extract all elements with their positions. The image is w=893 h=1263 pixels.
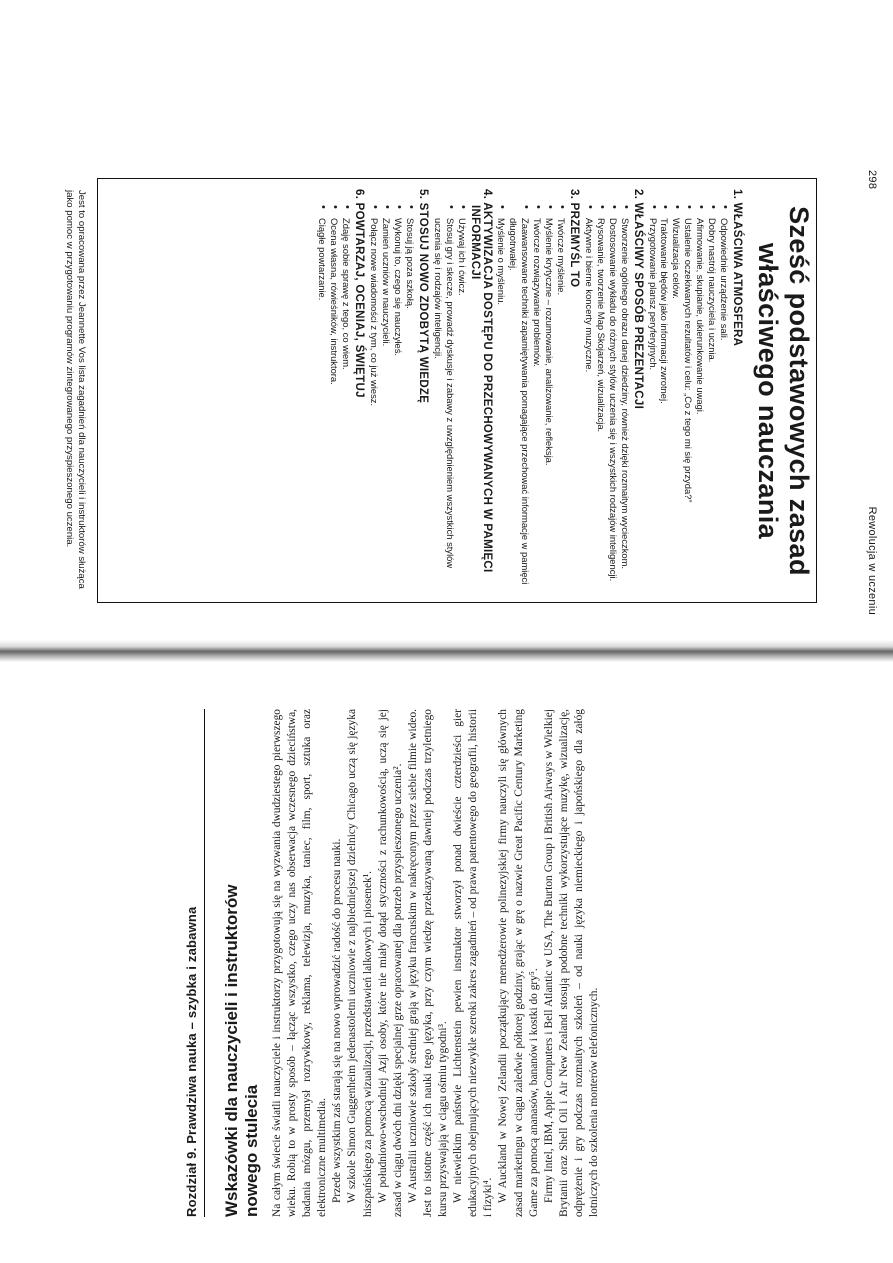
section-title: 1. WŁAŚCIWA ATMOSFERA bbox=[731, 189, 743, 347]
paragraph: W Auckland w Nowej Zelandii początkujący menedżerowie polinezyjskiej firmy nauczyli się głównych zasad marketingu w ciągu zaledwie półtorej godziny, grając w grę o nazwie Great Pacific Century Marketing Game za pomocą ananasów, bananów i kostki do gry⁵. bbox=[497, 709, 540, 1217]
section-title: 6. POWTARZAJ, OCENIAJ, ŚWIĘTUJ bbox=[353, 189, 366, 398]
section-items bbox=[368, 189, 416, 594]
list-item: • Zaawansowane techniki zapamiętywania pomagające przechować informacje w pamięci długotrwałej. bbox=[508, 205, 532, 594]
section-title: 3. PRZEMYŚL TO bbox=[568, 189, 581, 288]
book-spine-shadow bbox=[0, 640, 893, 662]
paragraph: Firmy Intel, IBM, Apple Computers i Bell Atlantic w USA, The Burton Group i British Airways w Wielkiej Brytanii oraz Shell Oil i Air New Zealand stosują podobne techniki wykorzystujące muzykę, wizualizację, odprężenie i gry podczas rozmaitych szkoleń – od nauki języka niemieckiego i japońskiego dla załóg lotniczych do szkolenia monterów telefonicznych. bbox=[542, 709, 600, 1217]
bottom-page bbox=[0, 660, 893, 1263]
page-header bbox=[866, 170, 878, 615]
principles-box bbox=[97, 178, 817, 603]
section-4 bbox=[432, 189, 493, 594]
article-title-line-2: nowego stulecia bbox=[242, 1084, 261, 1217]
section-6 bbox=[317, 189, 366, 594]
paragraph: W Australii uczniowie szkoły średniej grają w języku francuskim w nakręconym przez siebie filmie wideo. Jest to istotne część ich nauki tego języka, przy czym wiedzę przekazywaną dawniej podczas trzyletniego kursu przyswajają w ciągu ośmiu tygodni³. bbox=[406, 709, 450, 1217]
section-5 bbox=[368, 189, 429, 594]
list-item: • Wizualizacja celów. bbox=[670, 205, 682, 594]
list-item: • Ciągłe powtarzanie. bbox=[317, 205, 329, 594]
list-item: • Twórcze rozwiązywanie problemów. bbox=[531, 205, 543, 594]
running-header: Rewolucja w uczeniu bbox=[866, 506, 878, 615]
list-item: • Odpowiednie urządzenie sali. bbox=[718, 205, 730, 594]
article-title-line-1: Wskazówki dla nauczycieli i instruktorów bbox=[222, 884, 241, 1217]
list-item: • Myślenie krytyczne – rozumowanie, analizowanie, refleksja. bbox=[543, 205, 555, 594]
section-items bbox=[432, 189, 468, 594]
section-items bbox=[647, 189, 730, 594]
list-item: • Afirmowanie, skupianie, ukierunkowanie uwagi. bbox=[694, 205, 706, 594]
section-items bbox=[317, 189, 353, 594]
list-item: • Traktowanie błędów jako informacji zwrotnej. bbox=[659, 205, 671, 594]
list-item: • Myślenie o myśleniu. bbox=[496, 205, 508, 594]
paragraph: W niewielkim państwie Lichtenstein pewien instruktor stworzył ponad dwieście czterdzieści gier edukacyjnych obejmujących niezwykle szeroki zakres zagadnień – od prawa patentowego do geografii, historii i fizyki⁴. bbox=[452, 709, 495, 1217]
paragraph: W południowo-wschodniej Azji osoby, które nie miały dotąd styczności z rachunkowością, uczą się jej zasad w ciągu dwóch dni dzięki specjalnej grze opracowanej dla potrzeb przyspieszonego uczenia². bbox=[376, 709, 404, 1217]
section-3 bbox=[496, 189, 580, 594]
section-items bbox=[496, 189, 567, 594]
section-title: 2. WŁAŚCIWY SPOSÓB PREZENTACJI bbox=[631, 189, 644, 410]
list-item: • Stworzenie ogólnego obrazu danej dziedziny, również dzięki rozmaitym wycieczkom. bbox=[619, 205, 631, 594]
list-item: • Połącz nowe wiadomości z tym, co już wiesz. bbox=[368, 205, 380, 594]
top-page bbox=[0, 0, 893, 625]
list-item: • Dobry nastrój nauczyciela i ucznia. bbox=[706, 205, 718, 594]
article-title bbox=[222, 709, 262, 1217]
list-item: • Zdaję sobie sprawę z tego, co wiem. bbox=[340, 205, 352, 594]
box-title-line-1: Sześć podstawowych zasad bbox=[784, 206, 814, 576]
paragraph: Przede wszystkim zaś starają się na nowo wprowadzić radość do procesu nauki. bbox=[331, 838, 344, 1203]
list-item: • Stosuj ją poza szkołą. bbox=[404, 205, 416, 594]
principles-list bbox=[315, 189, 746, 594]
section-title: 4. AKTYWIZACJA DOSTĘPU DO PRZECHOWYWANYCH W PAMIĘCI INFORMACJI bbox=[468, 189, 493, 573]
list-item: • Zamień uczniów w nauczycieli. bbox=[380, 205, 392, 594]
page-number: 298 bbox=[866, 170, 878, 190]
article-body bbox=[270, 709, 602, 1217]
list-item: • Używaj ich i ćwicz. bbox=[456, 205, 468, 594]
paragraph: Na całym świecie światli nauczyciele i instruktorzy przygotowują się na wyzwania dwudziestego pierwszego wieku. Robią to w prosty sposób – łącząc wszystko, czego uczy nas obserwacja wczesnego dzieciństwa, badania mózgu, przemysł rozrywkowy, reklama, telewizja, muzyka, taniec, film, sport, sztuka oraz elektroniczne multimedia. bbox=[271, 709, 329, 1217]
box-footnote: Jest to opracowana przez Jeannette Vos lista zagadnień dla nauczycieli i instruktorów służąca jako pomoc w przygotowaniu programów zintegrowanego przyspieszonego uczenia. bbox=[64, 190, 87, 589]
section-items bbox=[583, 189, 631, 594]
list-item: • Stosuj gry i skecze, prowadź dyskusje i zabawy z uwzględnieniem wszystkich stylów uczenia się i rodzajów inteligencji. bbox=[432, 205, 456, 594]
section-2 bbox=[583, 189, 644, 594]
chapter-header: Rozdział 9. Prawdziwa nauka – szybka i zabawna bbox=[184, 709, 205, 1217]
list-item: • Wykonuj to, czego się nauczyłeś. bbox=[392, 205, 404, 594]
list-item: • Dostosowanie wykładu do różnych stylów uczenia się i wszystkich rodzajów inteligencji. bbox=[607, 205, 619, 594]
list-item: • Ocena własna, rówieśników, instruktora. bbox=[328, 205, 340, 594]
section-title: 5. STOSUJ NOWO ZDOBYTĄ WIEDZĘ bbox=[416, 189, 429, 404]
box-title-line-2: właściwego nauczania bbox=[753, 242, 783, 540]
list-item: • Rysowanie, tworzenie Map Skojarzeń, wizualizacja. bbox=[595, 205, 607, 594]
box-title bbox=[752, 191, 814, 591]
list-item: • Ustalenie oczekiwanych rezultatów i celu: „Co z tego mi się przyda?” bbox=[682, 205, 694, 594]
list-item: • Przygotowanie plansz peryferyjnych. bbox=[647, 205, 659, 594]
section-1 bbox=[647, 189, 743, 594]
paragraph: W szkole Simon Guggenheim jedenastoletni uczniowie z najbiedniejszej dzielnicy Chicago uczą się języka hiszpańskiego za pomocą wizualizacji, przedstawień lalkowych i piosenek¹. bbox=[346, 709, 374, 1217]
list-item: • Twórcze myślenie. bbox=[555, 205, 567, 594]
list-item: • Aktywne i bierne koncerty muzyczne. bbox=[583, 205, 595, 594]
